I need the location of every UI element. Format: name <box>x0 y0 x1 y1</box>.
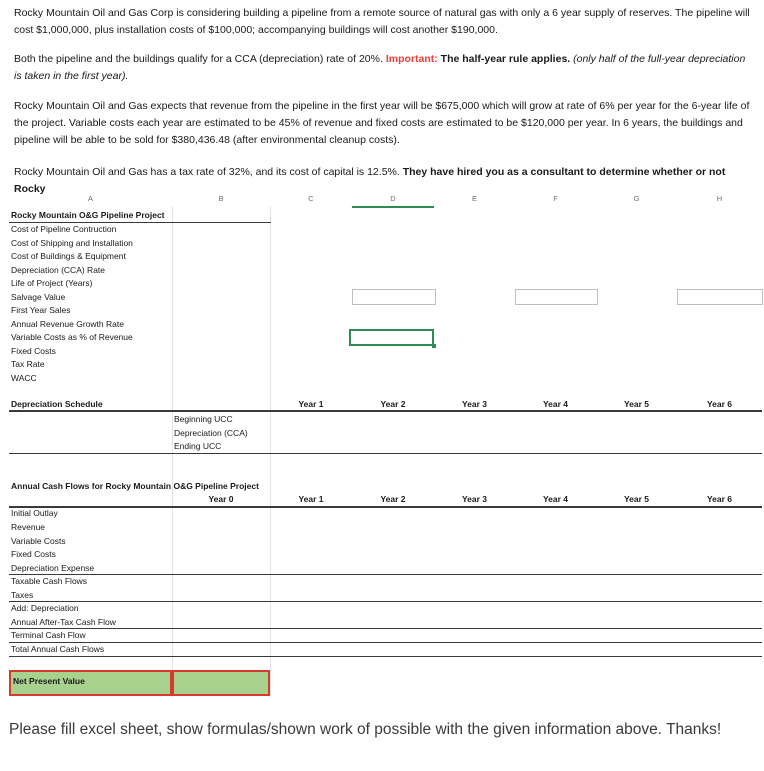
cash-flow-row-label: Revenue <box>11 522 46 532</box>
column-header-c[interactable]: C <box>308 194 314 203</box>
column-header-b[interactable]: B <box>218 194 224 203</box>
cash-flow-row-label: Terminal Cash Flow <box>11 630 86 640</box>
cash-flow-row-label: Add: Depreciation <box>11 603 79 613</box>
input-label: Fixed Costs <box>11 345 56 356</box>
cash-flow-row-label: Depreciation Expense <box>11 562 95 573</box>
input-label: Depreciation (CCA) Rate <box>11 264 106 275</box>
problem-paragraph-1: Rocky Mountain Oil and Gas Corp is considering building a pipeline from a remote source of natural gas with only a 6 year supply of reserves. The pipeline will cost $1,000,000, plus installation costs of $100,000; accompanying buildings will cost another $190,000. <box>14 7 750 36</box>
half-year-rule-text: The half-year rule applies. <box>437 53 571 65</box>
npv-value-cell[interactable] <box>172 670 270 696</box>
column-header-d[interactable]: D <box>352 191 434 208</box>
cell-box[interactable] <box>515 289 598 305</box>
input-label: Cost of Pipeline Contruction <box>11 224 117 234</box>
cash-flow-row-label: Fixed Costs <box>11 549 56 559</box>
cell-box[interactable] <box>677 289 763 305</box>
column-header-e[interactable]: E <box>471 194 477 203</box>
tax-rate-text: Rocky Mountain Oil and Gas has a tax rate of 32%, and its cost of capital is 12.5%. <box>14 166 403 178</box>
column-header-a[interactable]: A <box>87 194 93 203</box>
input-label: Salvage Value <box>11 291 66 302</box>
selected-cell[interactable] <box>349 329 434 346</box>
depreciation-row-label: Depreciation (CCA) <box>174 427 248 438</box>
input-label: WACC <box>11 372 37 383</box>
cash-flow-row-label: Initial Outlay <box>11 508 58 518</box>
problem-paragraph-3: Rocky Mountain Oil and Gas expects that revenue from the pipeline in the first year will be $675,000 which will grow at rate of 6% per year for the 6-year life of the project. Variable costs each year are estimated to be 45% of revenue and fixed costs are estimated to be $120,000 per year. In 6 years, the buildings and pipeline will be able to be sold for $380,436.48 (after environmental cleanup costs). <box>14 100 750 146</box>
input-label: Life of Project (Years) <box>11 278 93 288</box>
depreciation-bottom-rule <box>9 453 762 454</box>
depreciation-row-label: Beginning UCC <box>174 414 233 424</box>
cash-flow-row-label: Taxes <box>11 589 34 600</box>
npv-label-cell[interactable] <box>9 670 172 696</box>
year-header: Year 0 <box>208 494 234 504</box>
cash-flow-title: Annual Cash Flows for Rocky Mountain O&G Pipeline Project <box>11 481 259 491</box>
cash-flow-row-label: Total Annual Cash Flows <box>11 644 105 654</box>
project-title: Rocky Mountain O&G Pipeline Project <box>11 210 165 220</box>
year-header: Year 2 <box>380 494 406 504</box>
problem-paragraph-2 <box>14 51 754 85</box>
row-rule <box>9 601 762 602</box>
cell-box[interactable] <box>352 289 436 305</box>
cash-flow-header-rule <box>9 506 762 508</box>
excel-sheet[interactable] <box>9 191 762 697</box>
consultant-text: They have hired you as a consultant to determine whether or not Rocky <box>14 166 726 195</box>
input-label: Annual Revenue Growth Rate <box>11 318 124 329</box>
input-label: First Year Sales <box>11 305 71 315</box>
depreciation-title: Depreciation Schedule <box>11 399 103 409</box>
input-label: Cost of Shipping and Installation <box>11 237 133 248</box>
depreciation-header-rule <box>9 410 762 412</box>
request-text: Please fill excel sheet, show formulas/shown work of possible with the given information above. Thanks! <box>9 721 722 738</box>
year-header: Year 1 <box>298 399 324 409</box>
cca-rate-text: Both the pipeline and the buildings qualify for a CCA (depreciation) rate of 20%. <box>14 53 386 65</box>
important-label: Important: <box>385 53 438 65</box>
column-header-h[interactable]: H <box>716 194 723 203</box>
year-header: Year 6 <box>706 399 733 409</box>
year-header: Year 6 <box>706 494 733 504</box>
input-label: Cost of Buildings & Equipment <box>11 251 126 261</box>
row-rule <box>9 628 762 629</box>
year-header: Year 5 <box>623 399 650 409</box>
column-header-f[interactable]: F <box>553 194 558 203</box>
depreciation-row-label: Ending UCC <box>174 441 222 451</box>
year-header: Year 1 <box>298 494 324 504</box>
column-divider <box>172 206 173 697</box>
input-label: Tax Rate <box>11 359 45 369</box>
cash-flow-row-label: Annual After-Tax Cash Flow <box>11 616 116 627</box>
year-header: Year 4 <box>542 399 569 409</box>
year-header: Year 5 <box>623 494 650 504</box>
row-rule <box>9 574 762 575</box>
year-header: Year 3 <box>461 494 488 504</box>
year-header: Year 3 <box>461 399 488 409</box>
year-header: Year 2 <box>380 399 406 409</box>
column-header-g[interactable]: G <box>633 194 640 203</box>
cash-flow-row-label: Variable Costs <box>11 535 66 546</box>
npv-label: Net Present Value <box>13 676 85 686</box>
year-header: Year 4 <box>542 494 569 504</box>
half-year-note: (only half of the full-year depreciation is taken in the first year). <box>14 53 746 82</box>
cash-flow-row-label: Taxable Cash Flows <box>11 576 88 586</box>
input-label: Variable Costs as % of Revenue <box>11 332 133 342</box>
row-rule <box>9 656 762 657</box>
row-rule <box>9 642 762 643</box>
column-divider <box>270 206 271 697</box>
